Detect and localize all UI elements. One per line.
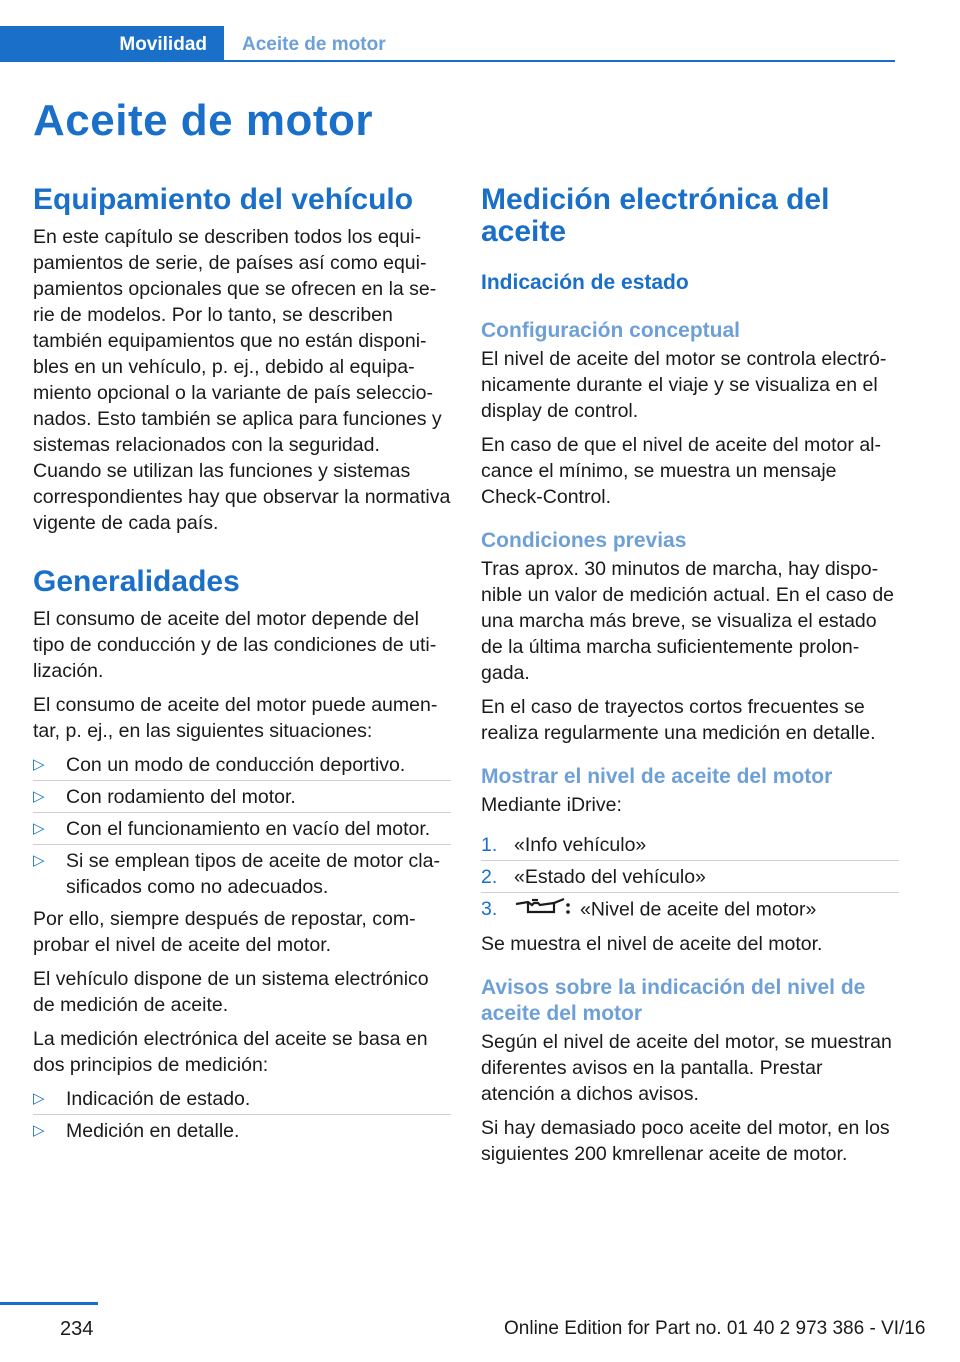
section-heading-generalidades: Generalidades: [33, 565, 240, 598]
bullet-list-principles: [33, 1086, 451, 1144]
paragraph: Si hay demasiado poco aceite del motor, en los siguientes 200 kmrellenar aceite de motor.: [481, 1117, 890, 1165]
paragraph: Mediante iDrive:: [481, 794, 622, 816]
bullet-list-consumption: [33, 752, 451, 900]
footer-divider: [0, 1302, 98, 1305]
paragraph: Se muestra el nivel de aceite del motor.: [481, 933, 823, 955]
header-bar: [0, 26, 895, 62]
paragraph: Según el nivel de aceite del motor, se muestran diferentes avisos en la pantalla. Prestar atención a dichos avisos.: [481, 1031, 892, 1105]
paragraph: El consumo de aceite del motor puede aumentar, p. ej., en las siguientes situaciones:: [33, 694, 438, 742]
subheading-mostrar: Mostrar el nivel de aceite del motor: [481, 765, 833, 788]
triangle-bullet-icon: ▷: [33, 852, 45, 869]
triangle-bullet-icon: ▷: [33, 788, 45, 805]
list-item: ▷ Si se emplean tipos de aceite de motor clasificados como no adecuados.: [33, 848, 451, 900]
list-item: ▷ Medición en detalle.: [33, 1118, 451, 1144]
subheading-avisos: Avisos sobre la indicación del nivel de aceite del motor: [481, 976, 866, 1025]
paragraph: En este capítulo se describen todos los equipamientos de serie, de países así como equipamientos opcionales que se ofrecen en la serie de modelos. Por lo tanto, se describen también equipamientos que no están disponibles en un vehículo, p. ej., debido al equipamiento opcional o la variante de país seleccionados. Esto también se aplica para funciones y sistemas relacionados con la seguridad. Cuando se utilizan las funciones y sistemas correspondientes hay que observar la normativa vigente de cada país.: [33, 226, 451, 534]
triangle-bullet-icon: ▷: [33, 756, 45, 773]
list-item: 1. «Info vehículo»: [481, 834, 647, 856]
oil-can-icon: [514, 896, 572, 925]
triangle-bullet-icon: ▷: [33, 820, 45, 837]
header-tab-movilidad[interactable]: [0, 26, 224, 62]
page-number: 234: [60, 1318, 94, 1340]
list-item: 2. «Estado del vehículo»: [481, 864, 899, 890]
list-item: ▷ Indicación de estado.: [33, 1088, 251, 1110]
triangle-bullet-icon: ▷: [33, 1122, 45, 1139]
paragraph: El nivel de aceite del motor se controla electrónicamente durante el viaje y se visualiza en el display de control.: [481, 348, 887, 422]
paragraph: En caso de que el nivel de aceite del motor alcance el mínimo, se muestra un mensaje Check-Control.: [481, 434, 881, 508]
page-title: Aceite de motor: [33, 96, 374, 145]
list-item: ▷ Con un modo de conducción deportivo.: [33, 754, 406, 776]
header-divider: [0, 60, 895, 62]
subheading-indicacion: Indicación de estado: [481, 271, 689, 294]
right-column: [481, 184, 899, 1175]
header-tab-aceite[interactable]: Aceite de motor: [242, 34, 386, 55]
section-heading-equipamiento: Equipamiento del vehículo: [33, 183, 414, 216]
triangle-bullet-icon: ▷: [33, 1090, 45, 1107]
paragraph: En el caso de trayectos cortos frecuentes se realiza regularmente una medición en detalle.: [481, 696, 876, 744]
list-item: ▷ Con el funcionamiento en vacío del motor.: [33, 816, 451, 842]
subheading-configuracion: Configuración conceptual: [481, 319, 741, 342]
header-tab-movilidad-label: Movilidad: [119, 34, 207, 55]
paragraph: El consumo de aceite del motor depende del tipo de conducción y de las condiciones de utilización.: [33, 608, 437, 682]
section-heading-medicion: Medición electrónica del aceite: [481, 183, 830, 248]
paragraph: Tras aprox. 30 minutos de marcha, hay disponible un valor de medición actual. En el caso de una marcha más breve, se visualiza el estado de la última marcha suficientemente prolongada.: [481, 558, 895, 684]
steps-list: [481, 832, 899, 925]
edition-text: Online Edition for Part no. 01 40 2 973 386 - VI/16: [504, 1318, 926, 1339]
list-item: 3. «Nivel de aceite del motor»: [481, 896, 899, 925]
paragraph: Por ello, siempre después de repostar, comprobar el nivel de aceite del motor.: [33, 908, 416, 956]
list-item: ▷ Con rodamiento del motor.: [33, 784, 451, 810]
left-column: [33, 184, 451, 1150]
paragraph: El vehículo dispone de un sistema electrónico de medición de aceite.: [33, 968, 429, 1016]
subheading-condiciones: Condiciones previas: [481, 529, 687, 552]
paragraph: La medición electrónica del aceite se basa en dos principios de medición:: [33, 1028, 428, 1076]
